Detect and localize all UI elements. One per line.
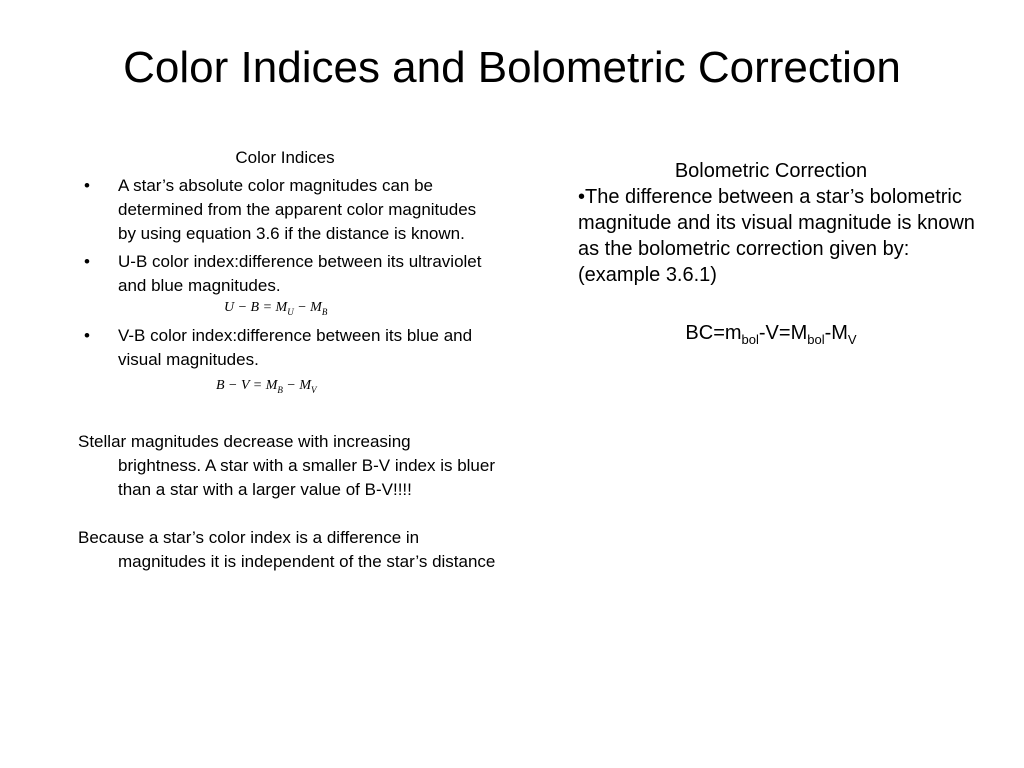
bv-formula: $B - V = M_B - M_V$	[216, 378, 317, 395]
bullet-absolute-magnitudes	[78, 174, 498, 246]
bullet-mark: •	[84, 326, 90, 345]
paragraph-magnitude-brightness: Stellar magnitudes decrease with increasing brightness. A star with a smaller B-V index is bluer than a star with a larger value of B-V!!!!	[78, 432, 495, 499]
color-indices-heading: Color Indices	[235, 148, 335, 167]
bolometric-correction-heading: Bolometric Correction	[674, 160, 868, 182]
ub-formula: $U - B = M_U - M_B$	[224, 300, 328, 317]
bullet-text: V-B color index:difference between its blue and visual magnitudes.	[118, 326, 473, 369]
bolometric-correction-body: •The difference between a star’s bolometric magnitude and its visual magnitude is known as the bolometric correction given by:(example 3.6.1)	[578, 186, 975, 286]
bullet-ub-index	[78, 250, 498, 298]
bolometric-correction-column	[578, 158, 978, 346]
bullet-text: A star’s absolute color magnitudes can be determined from the apparent color magnitudes by using equation 3.6 if the distance is known.	[118, 176, 477, 243]
bullet-text: U-B color index:difference between its ultraviolet and blue magnitudes.	[118, 252, 482, 295]
color-indices-column	[78, 146, 498, 574]
slide-title: Color Indices and Bolometric Correction	[123, 43, 901, 92]
bullet-vb-index	[78, 324, 498, 372]
bc-formula: $BC=m_{bol}-V=M_{bol}-M_V$	[685, 322, 857, 347]
paragraph-distance-independence: Because a star’s color index is a difference in magnitudes it is independent of the star’s distance	[78, 528, 496, 571]
bullet-mark: •	[84, 176, 90, 195]
bullet-mark: •	[84, 252, 90, 271]
